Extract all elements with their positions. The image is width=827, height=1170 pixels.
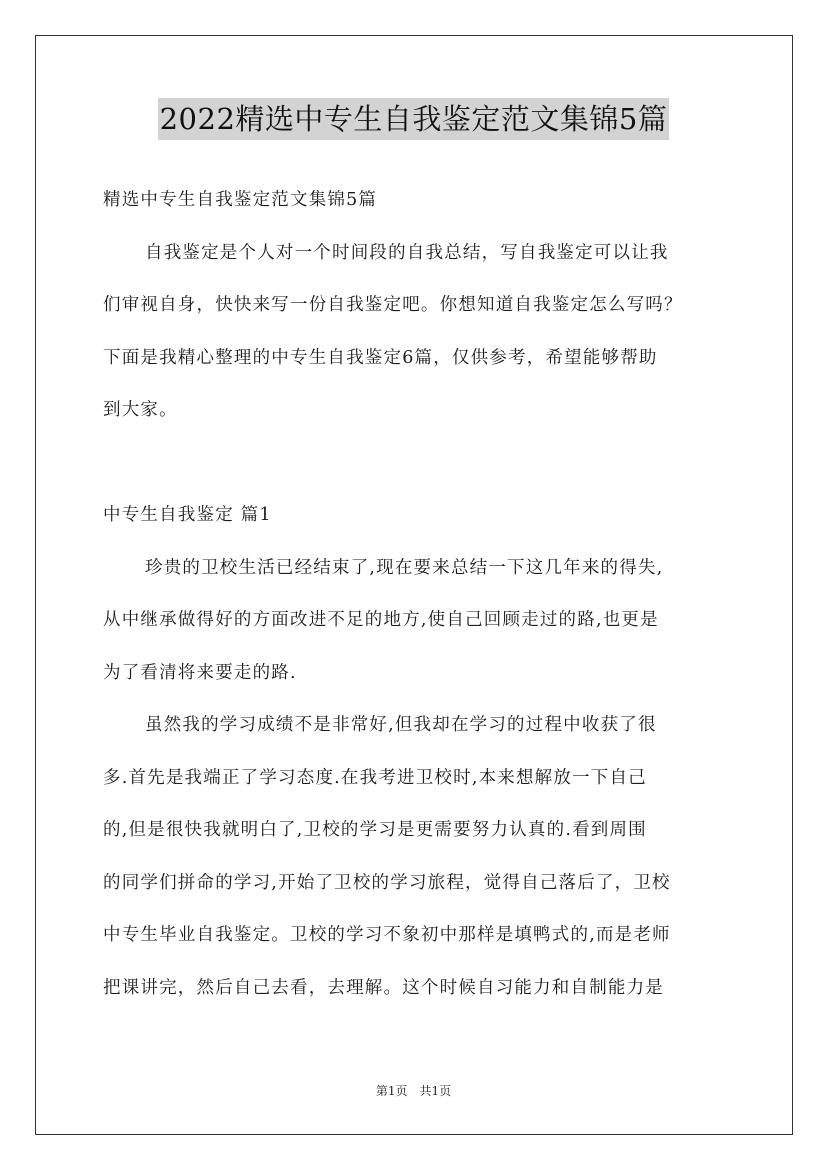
paragraph-2-line[interactable]: 中专生毕业自我鉴定。卫校的学习不象初中那样是填鸭式的,而是老师	[103, 925, 671, 945]
document-subtitle[interactable]: 精选中专生自我鉴定范文集锦5篇	[103, 190, 378, 210]
paragraph-2-line[interactable]: 虽然我的学习成绩不是非常好,但我却在学习的过程中收获了很	[145, 715, 657, 735]
blank-line	[103, 437, 733, 490]
document-body	[103, 174, 733, 1014]
page-number-footer: 第1页 共1页	[375, 1084, 452, 1098]
intro-line[interactable]: 下面是我精心整理的中专生自我鉴定6篇，仅供参考，希望能够帮助	[103, 347, 658, 368]
document-title[interactable]: 2022精选中专生自我鉴定范文集锦5篇	[158, 98, 670, 140]
intro-line[interactable]: 自我鉴定是个人对一个时间段的自我总结，写自我鉴定可以让我	[145, 242, 669, 263]
intro-line[interactable]: 到大家。	[103, 400, 178, 420]
paragraph-2-line[interactable]: 的同学们拼命的学习,开始了卫校的学习旅程，觉得自己落后了，卫校	[103, 872, 671, 893]
intro-line[interactable]: 们审视自身，快快来写一份自我鉴定吧。你想知道自我鉴定怎么写吗？	[103, 295, 683, 315]
paragraph-2-line[interactable]: 的,但是很快我就明白了,卫校的学习是更需要努力认真的.看到周围	[103, 820, 647, 840]
paragraph-2-line[interactable]: 多.首先是我端正了学习态度.在我考进卫校时,本来想解放一下自己	[103, 767, 647, 788]
section-heading[interactable]: 中专生自我鉴定 篇1	[103, 505, 272, 525]
paragraph-1-line[interactable]: 从中继承做得好的方面改进不足的地方,使自己回顾走过的路,也更是	[103, 610, 659, 630]
paragraph-2-line[interactable]: 把课讲完，然后自己去看，去理解。这个时候自习能力和自制能力是	[103, 977, 664, 998]
paragraph-1-line[interactable]: 为了看清将来要走的路.	[103, 662, 297, 683]
paragraph-1-line[interactable]: 珍贵的卫校生活已经结束了,现在要来总结一下这几年来的得失,	[145, 557, 664, 578]
title-container	[0, 98, 827, 140]
